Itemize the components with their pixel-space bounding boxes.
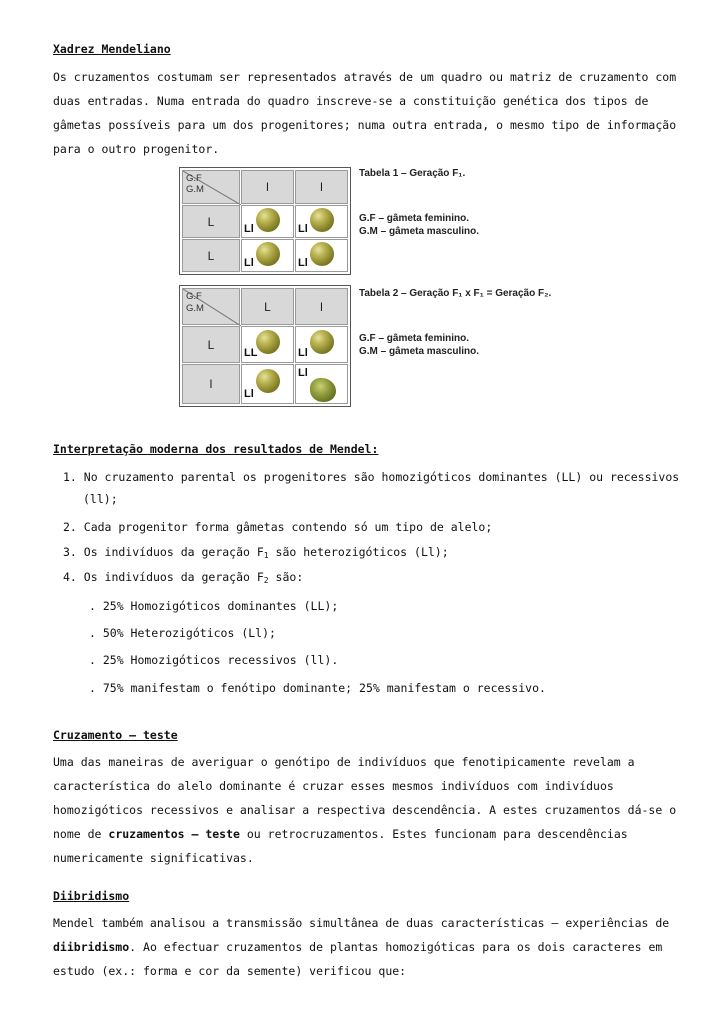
corner-cell bbox=[182, 170, 240, 204]
paragraph-line: Uma das maneiras de averiguar o genótipo de indivíduos que fenotipicamente revelam a bbox=[53, 755, 635, 769]
table-2-legend-gf: G.F – gâmeta feminino. bbox=[359, 333, 470, 344]
genotype-label: Ll bbox=[244, 223, 254, 235]
corner-gm-label: G.M bbox=[186, 184, 204, 195]
result-cell bbox=[295, 364, 348, 404]
table-1-legend-gf: G.F – gâmeta feminino. bbox=[359, 213, 470, 224]
corner-gf-label: G.F bbox=[186, 173, 202, 184]
column-header: l bbox=[295, 170, 348, 204]
sub-item: . 25% Homozigóticos recessivos (ll). bbox=[89, 653, 339, 667]
genotype-label: Ll bbox=[298, 257, 308, 269]
genotype-label: Ll bbox=[244, 388, 254, 400]
smooth-pea-icon bbox=[310, 242, 334, 266]
heading-cruzamento-teste: Cruzamento – teste bbox=[53, 728, 178, 742]
genotype-label: Ll bbox=[298, 223, 308, 235]
smooth-pea-icon bbox=[310, 330, 334, 354]
sub-item: . 50% Heterozigóticos (Ll); bbox=[89, 626, 276, 640]
table-1-legend-gm: G.M – gâmeta masculino. bbox=[359, 226, 480, 237]
smooth-pea-icon bbox=[310, 208, 334, 232]
genotype-label: Ll bbox=[244, 257, 254, 269]
punnett-table-1 bbox=[179, 167, 351, 275]
genotype-label: Ll bbox=[298, 367, 308, 379]
heading-diibridismo: Diibridismo bbox=[53, 889, 130, 903]
punnett-table-2 bbox=[179, 285, 351, 407]
paragraph-line: diibridismo. Ao efectuar cruzamentos de plantas homozigóticas para os dois caracteres em bbox=[53, 940, 663, 954]
result-cell bbox=[295, 239, 348, 272]
column-header: l bbox=[241, 170, 294, 204]
row-header: L bbox=[182, 326, 240, 363]
paragraph-line: Os cruzamentos costumam ser representados através de um quadro ou matriz de cruzamento com bbox=[53, 70, 677, 84]
paragraph-line: para o outro progenitor. bbox=[53, 142, 220, 156]
paragraph-line: Mendel também analisou a transmissão simultânea de duas características – experiências de bbox=[53, 916, 670, 930]
genotype-label: Ll bbox=[298, 347, 308, 359]
smooth-pea-icon bbox=[256, 369, 280, 393]
paragraph-line: numericamente significativas. bbox=[53, 851, 254, 865]
smooth-pea-icon bbox=[256, 242, 280, 266]
result-cell bbox=[241, 364, 294, 404]
row-header: L bbox=[182, 239, 240, 272]
corner-gf-label: G.F bbox=[186, 291, 202, 302]
paragraph-line: duas entradas. Numa entrada do quadro inscreve-se a constituição genética dos tipos de bbox=[53, 94, 649, 108]
sub-item: . 25% Homozigóticos dominantes (LL); bbox=[89, 599, 339, 613]
list-item-4: 4. Os indivíduos da geração $F_2$ são: bbox=[63, 570, 304, 585]
corner-cell bbox=[182, 288, 240, 325]
sub-item: . 75% manifestam o fenótipo dominante; 25% manifestam o recessivo. bbox=[89, 681, 546, 695]
list-item-3: 3. Os indivíduos da geração $F_1$ são heterozigóticos (Ll); bbox=[63, 545, 449, 560]
result-cell bbox=[241, 205, 294, 238]
smooth-pea-icon bbox=[256, 208, 280, 232]
heading-interpretacao: Interpretação moderna dos resultados de Mendel: bbox=[53, 442, 379, 456]
list-item-1-continued: (ll); bbox=[83, 492, 118, 506]
row-header: l bbox=[182, 364, 240, 404]
row-header: L bbox=[182, 205, 240, 238]
corner-gm-label: G.M bbox=[186, 303, 204, 314]
genotype-label: LL bbox=[244, 347, 258, 359]
table-1-caption: Tabela 1 – Geração F₁. bbox=[359, 168, 466, 179]
paragraph-line: nome de cruzamentos – teste ou retrocruzamentos. Estes funcionam para descendências bbox=[53, 827, 628, 841]
list-item-2: 2. Cada progenitor forma gâmetas contendo só um tipo de alelo; bbox=[63, 520, 493, 534]
smooth-pea-icon bbox=[256, 330, 280, 354]
paragraph-line: característica do alelo dominante é cruzar esses mesmos indivíduos com indivíduos bbox=[53, 779, 614, 793]
wrinkled-pea-icon bbox=[310, 378, 336, 402]
heading-xadrez-mendeliano: Xadrez Mendeliano bbox=[53, 42, 171, 56]
result-cell bbox=[295, 205, 348, 238]
table-2-legend-gm: G.M – gâmeta masculino. bbox=[359, 346, 480, 357]
column-header: L bbox=[241, 288, 294, 325]
column-header: l bbox=[295, 288, 348, 325]
result-cell bbox=[241, 239, 294, 272]
result-cell bbox=[295, 326, 348, 363]
result-cell bbox=[241, 326, 294, 363]
table-2-caption: Tabela 2 – Geração F₁ x F₁ = Geração F₂. bbox=[359, 288, 552, 299]
list-item-1: 1. No cruzamento parental os progenitores são homozigóticos dominantes (LL) ou recessivos bbox=[63, 470, 680, 484]
paragraph-line: gâmetas possíveis para um dos progenitores; numa outra entrada, o mesmo tipo de informação bbox=[53, 118, 677, 132]
paragraph-line: estudo (ex.: forma e cor da semente) verificou que: bbox=[53, 964, 407, 978]
paragraph-line: homozigóticos recessivos e analisar a respectiva descendência. A estes cruzamentos dá-se o bbox=[53, 803, 677, 817]
